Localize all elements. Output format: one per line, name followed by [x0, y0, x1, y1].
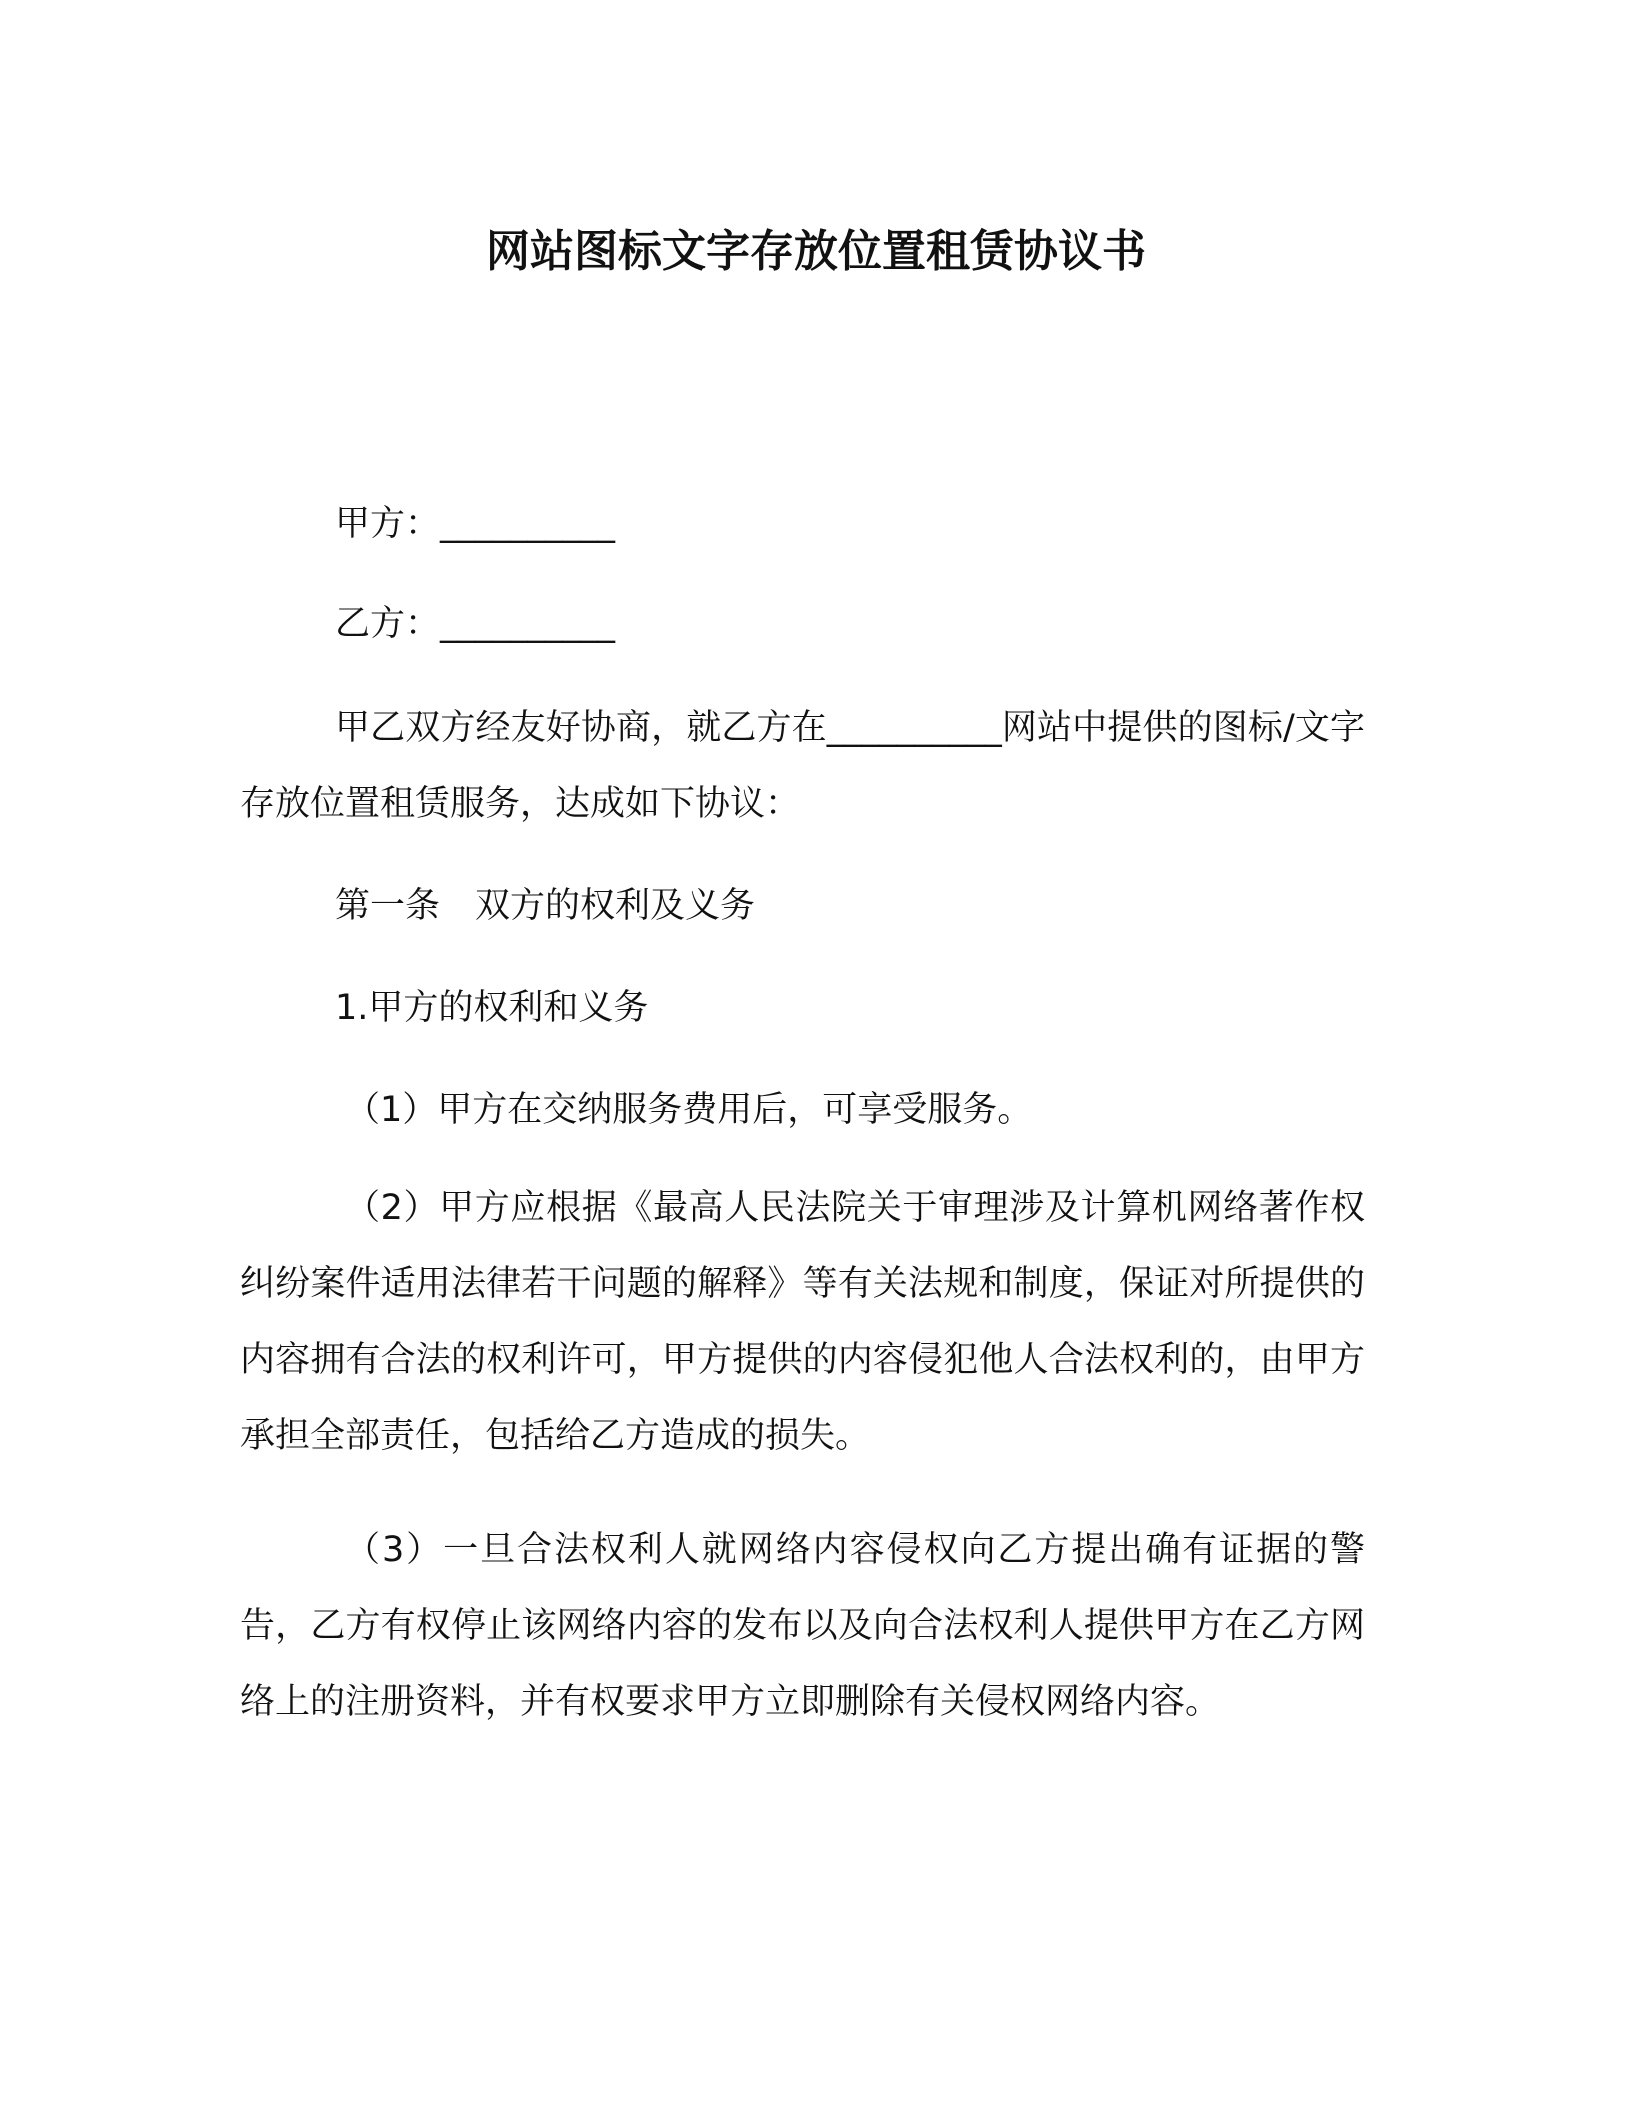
clause-2: （2）甲方应根据《最高人民法院关于审理涉及计算机网络著作权纠纷案件适用法律若干问题的解释》等有关法规和制度，保证对所提供的内容拥有合法的权利许可，甲方提供的内容侵犯他人合法权利的，由甲方承担全部责任，包括给乙方造成的损失。: [240, 1188, 1365, 1456]
clause-3: （3）一旦合法权利人就网络内容侵权向乙方提出确有证据的警告，乙方有权停止该网络内容的发布以及向合法权利人提供甲方在乙方网络上的注册资料，并有权要求甲方立即删除有关侵权网络内容。: [240, 1530, 1365, 1722]
intro-paragraph: 甲乙双方经友好协商，就乙方在__________网站中提供的图标/文字存放位置租赁服务，达成如下协议：: [240, 708, 1365, 824]
party-a-line: 甲方：__________: [335, 504, 616, 544]
article-1-heading: 第一条 双方的权利及义务: [335, 886, 756, 926]
section-1-heading: 1.甲方的权利和义务: [335, 988, 649, 1028]
clause-1: （1）甲方在交纳服务费用后，可享受服务。: [345, 1090, 1033, 1130]
document-title: 网站图标文字存放位置租赁协议书: [486, 226, 1146, 277]
party-b-line: 乙方：__________: [335, 604, 616, 644]
